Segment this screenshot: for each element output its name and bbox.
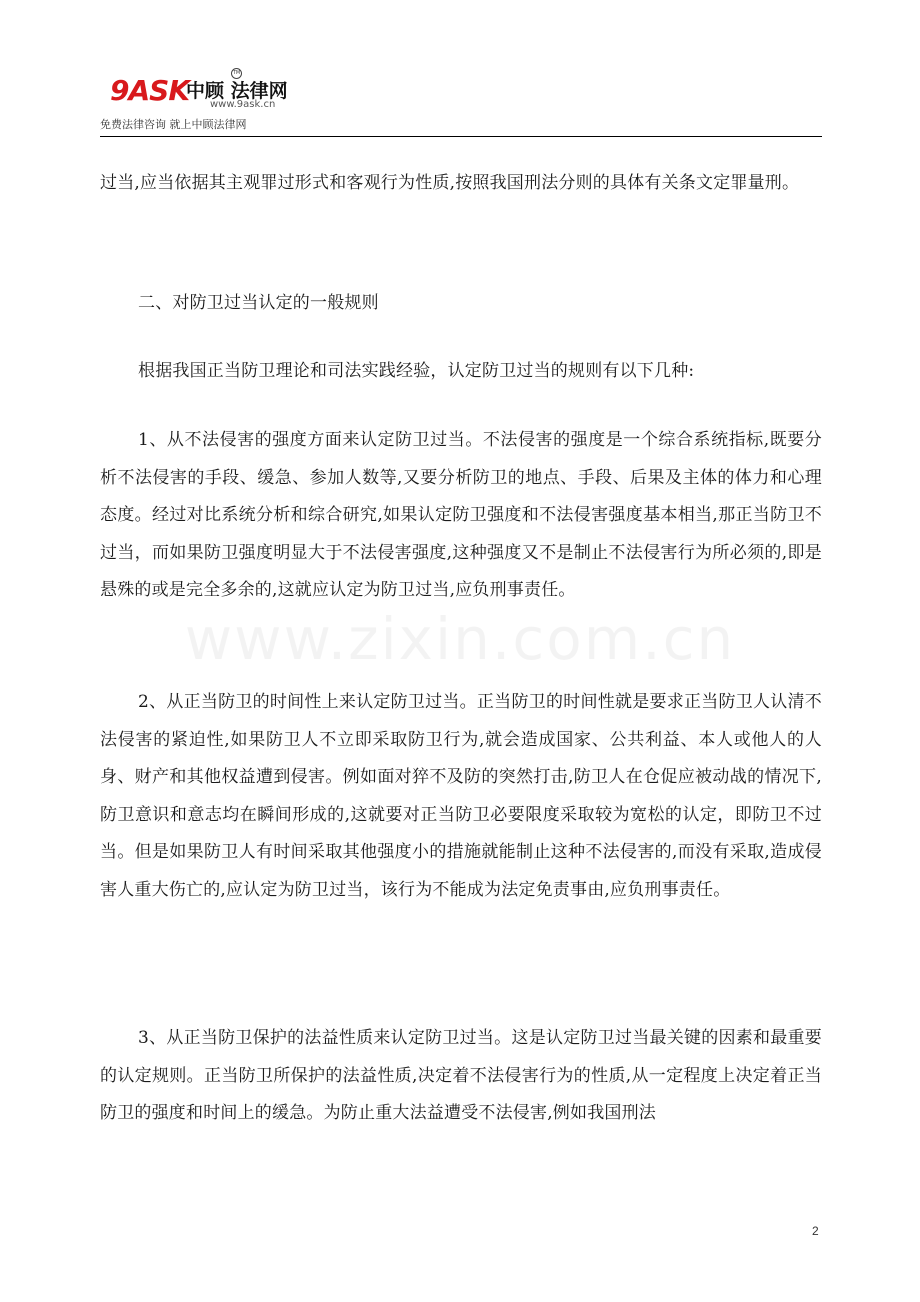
paragraph-rule-1: 1、从不法侵害的强度方面来认定防卫过当。不法侵害的强度是一个综合系统指标,既要分析不法侵害的手段、缓急、参加人数等,又要分析防卫的地点、手段、后果及主体的体力和心理态度。经过对比系统分析和综合研究,如果认定防卫强度和不法侵害强度基本相当,那正当防卫不过当，而如果防卫强度明显大于不法侵害强度,这种强度又不是制止不法侵害行为所必须的,即是悬殊的或是完全多余的,这就应认定为防卫过当,应负刑事责任。 — [100, 430, 822, 600]
section-heading: 二、对防卫过当认定的一般规则 — [138, 293, 379, 313]
logo-site-name: 中顾 法律网 — [186, 80, 288, 102]
trademark-icon: TM — [231, 68, 242, 79]
paragraph-rule-2: 2、从正当防卫的时间性上来认定防卫过当。正当防卫的时间性就是要求正当防卫人认清不法侵害的紧迫性,如果防卫人不立即采取防卫行为,就会造成国家、公共利益、本人或他人的人身、财产和其他权益遭到侵害。例如面对猝不及防的突然打击,防卫人在仓促应被动战的情况下,防卫意识和意志均在瞬间形成的,这就要对正当防卫必要限度采取较为宽松的认定，即防卫不过当。但是如果防卫人有时间采取其他强度小的措施就能制止这种不法侵害的,而没有采取,造成侵害人重大伤亡的,应认定为防卫过当，该行为不能成为法定免责事由,应负刑事责任。 — [100, 692, 822, 900]
logo-9ask-mark: 9ASK — [110, 74, 190, 107]
paragraph-intro: 根据我国正当防卫理论和司法实践经验，认定防卫过当的规则有以下几种: — [138, 361, 695, 381]
page-number: 2 — [812, 1224, 819, 1238]
header-slogan: 免费法律咨询 就上中顾法律网 — [100, 118, 247, 131]
watermark — [0, 605, 920, 673]
header-divider — [100, 136, 822, 137]
paragraph-rule-3: 3、从正当防卫保护的法益性质来认定防卫过当。这是认定防卫过当最关键的因素和最重要的认定规则。正当防卫所保护的法益性质,决定着不法侵害行为的性质,从一定程度上决定着正当防卫的强度和时间上的缓急。为防止重大法益遭受不法侵害,例如我国刑法 — [100, 1028, 822, 1123]
logo-url: www.9ask.cn — [210, 99, 276, 110]
paragraph-continuation: 过当,应当依据其主观罪过形式和客观行为性质,按照我国刑法分则的具体有关条文定罪量刑。 — [100, 173, 800, 193]
page-header — [100, 66, 822, 138]
